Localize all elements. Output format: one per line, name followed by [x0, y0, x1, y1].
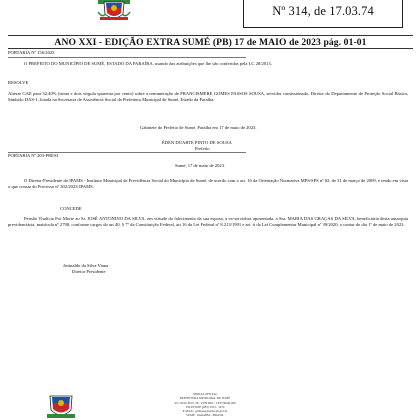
footer-line: PREFEITURA MUNICIPAL DE SUMÉ: [179, 396, 231, 401]
portaria-2-body: Pensão Vitalícia Por Morte ao Sr. JOSÉ ANTONINO DA SILVA, em virtude do falecimento da sua esposa, a ex-servidora aposentada, a Sra. MARIA DAS GRAÇAS DA SILVA, beneficiária desta autarquia previdenciária, matrícula nº 2798, conforme cargos do art 40, § 7º da Constituição Federal, art 16 da Lei Federal nº 8.213/1991 e art. tt da Lei Complementar Municipal nº 39/2020, a contar do dia 1º de maio de 2023.: [8, 216, 408, 228]
footer-line: AV. OTACÍLIO, 38 - CENTRO - CEP 58540-000: [174, 400, 236, 405]
portaria-1-rule: [8, 57, 246, 58]
footer-line: E-MAIL: gabinete@sume.pb.gov.br: [182, 409, 228, 414]
municipal-crest-icon: [96, 0, 132, 22]
portaria-2-signer-role: Diretor Presidente: [72, 269, 106, 274]
portaria-1-opening: O PREFEITO DO MUNICÍPIO DE SUMÉ, ESTADO DA PARAÍBA, usando das atribuições que lhe são conferidas pela LC 28/2013,: [24, 61, 272, 66]
footer-line: SUMÉ - PARAÍBA - BRASIL: [186, 413, 224, 418]
portaria-2-opening: O Diretor-Presidente do IPAMS - Instituto Municipal de Previdência Social do Município de Sumé, de acordo com o art. 16 da Orientação Normativa MPS/SPS nº 02, de 31 de março de 2009, e tendo em vista o que consta do Processo nº 302/2023-IPAMS.: [8, 178, 408, 190]
portaria-2-signer-name: Josinaldo da Silva Viana: [63, 263, 109, 268]
creation-law-number: Nº 314, de 17.03.74: [272, 4, 374, 18]
portaria-2-concede-label: CONCEDE: [60, 206, 82, 211]
portaria-1-body: Alterar GAE para 32,40% (trinta e dois vírgula quarenta por cento) sobre a remuneração de FRANCISMERE GOMES PASSOS SOUSA, servidor comissionado, Diretor do Departamento de Proteção Social Básica, Símbolo DAS-1, lotada na Secretaria de Assistência Social da Prefeitura Municipal de Sumé, Estado da Paraíba.: [8, 91, 408, 103]
creation-law-box: [243, 0, 403, 28]
portaria-1-resolve-label: RESOLVE: [8, 80, 29, 85]
portaria-1-signer-role: Prefeito: [195, 146, 210, 151]
edition-line: ANO XXI - EDIÇÃO EXTRA SUMÉ (PB) 17 de MAIO de 2023 pág. 01-01: [54, 37, 367, 48]
portaria-2-number: PORTARIA Nº 203-PRESI: [8, 153, 59, 158]
portaria-1-place-date: Gabinete do Prefeito de Sumé, Paraíba em 17 de maio de 2023.: [140, 125, 257, 130]
footer-contact-block: [150, 392, 260, 418]
portaria-1-signer-name: ÉDEN DUARTE PINTO DE SOUSA: [162, 140, 232, 145]
header-bottom-rule: [8, 48, 413, 49]
portaria-2-date-line: Sumé, 17 de maio de 2023.: [175, 163, 226, 168]
footer-crest-icon: [44, 394, 78, 420]
footer-line: JORNAL OFICIAL: [192, 392, 218, 396]
portaria-1-number: PORTARIA Nº 156/2023: [8, 50, 55, 55]
footer-line: TELEFONE (083) 3353 - 1074: [185, 404, 225, 409]
header-top-rule: [8, 35, 413, 36]
